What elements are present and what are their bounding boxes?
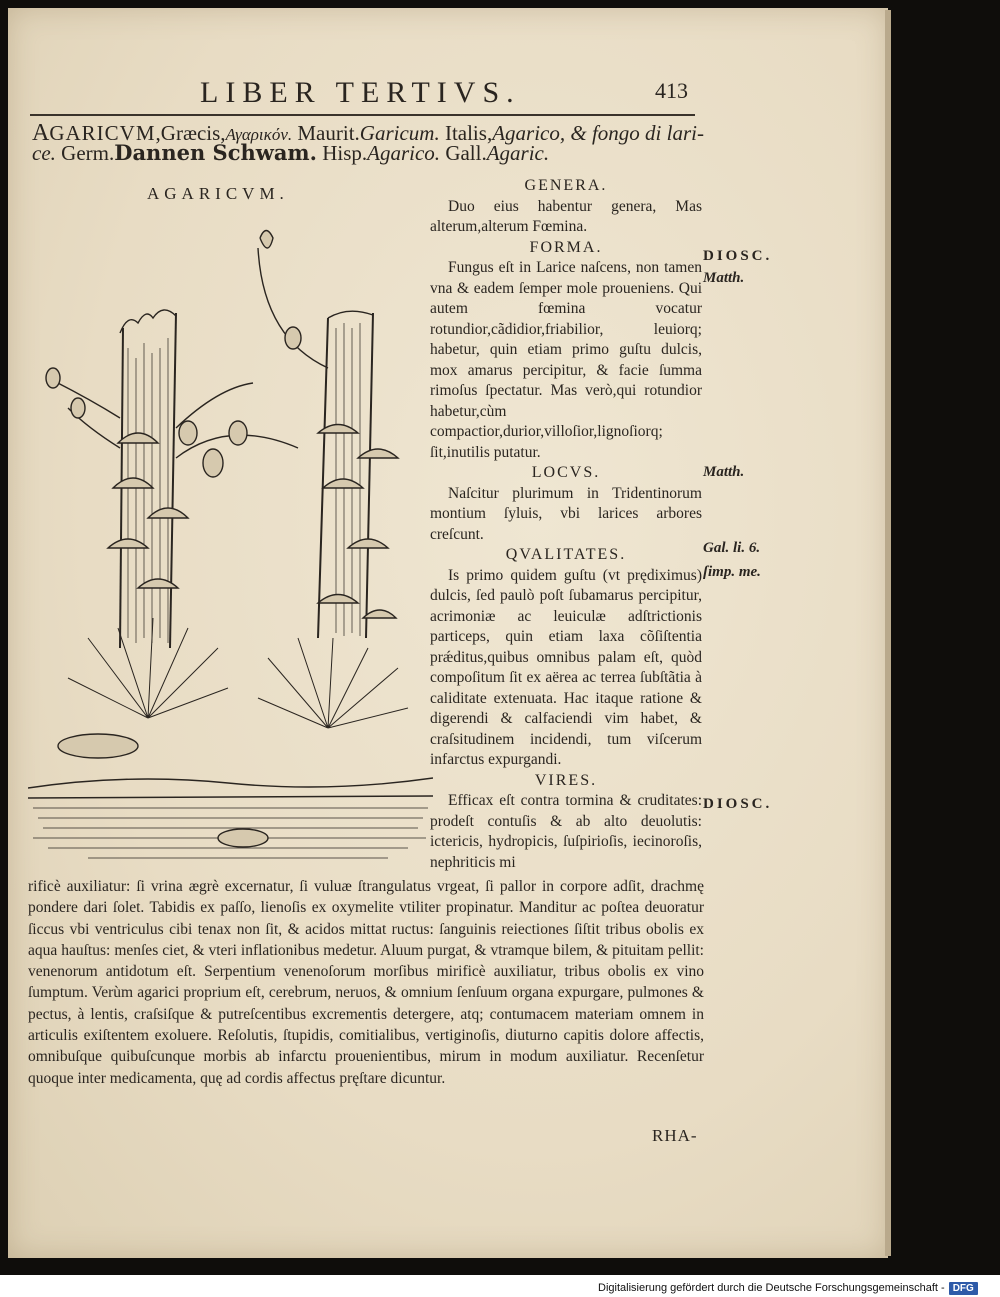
margin-note-dioscorides: DIOSC. <box>703 248 773 264</box>
germ-label: Germ. <box>55 141 115 165</box>
credit-text: Digitalisierung gefördert durch die Deutsche Forschungsgemeinschaft - <box>598 1282 945 1294</box>
dfg-logo: DFG <box>949 1282 978 1295</box>
greek-name: Αγαρικόν. <box>225 125 293 144</box>
maurit-name: Garicum. <box>359 121 440 145</box>
margin-note-matthiolus: Matth. <box>703 270 745 286</box>
woodcut-illustration <box>28 218 433 878</box>
running-title: LIBER TERTIVS. <box>200 76 521 109</box>
genera-heading: GENERA. <box>524 177 608 194</box>
page-edge <box>885 10 891 1256</box>
locus-heading: LOCVS. <box>531 464 601 481</box>
margin-note-galen: Gal. li. 6. <box>703 540 761 556</box>
vernacular-names-line-2 <box>32 140 549 166</box>
forma-heading: FORMA. <box>529 238 603 256</box>
figure-caption: AGARICVM. <box>147 184 289 203</box>
text-column <box>430 176 702 873</box>
german-name: Dannen Schwam. <box>114 140 317 165</box>
page-number: 413 <box>655 78 688 103</box>
italis-label: Italis, <box>439 121 493 145</box>
margin-note-dioscorides-2: DIOSC. <box>703 796 773 812</box>
maurit-label: Maurit. <box>292 121 360 145</box>
locus-paragraph: Naſcitur plurimum in Tridentinorum montium ſyluis, vbi larices arbores creſcunt. <box>430 484 702 543</box>
gall-label: Gall. <box>440 141 487 165</box>
qualitates-paragraph: Is primo quidem guſtu (vt prędiximus) dulcis, ſed paulò poſt ſubamarus percipitur, acrimoniæ ac leuiculæ adſtrictionis particeps, quin etiam laxa cõſiſtentia prǽditus,quibus omnibus palam eſt, quòd compoſitum ſit ex aërea ac terrea ſubſtãtia à caliditate extenuata. Hac itaque ratione & digerendi & calfaciendi vim habet, & craſsitudinem incidendi, tum viſcerum infarctus expurgandi. <box>430 566 702 768</box>
plant-name: GARICVM <box>49 121 156 145</box>
margin-note-galen-ref: ſimp. me. <box>703 564 761 580</box>
margin-note-matthiolus-2: Matth. <box>703 464 745 480</box>
header-rule <box>30 114 695 116</box>
forma-paragraph: Fungus eſt in Larice naſcens, non tamen vna & eadem ſemper mole proueniens. Qui autem fœmina vocatur rotundior,cãdidior,friabilior, leuiorq; habetur, quin etiam primo guſtu dulcis, mox amarus percipitur, & facie ſumma rimoſus ſpectatur. Mas verò,qui rotundior habetur,cùm compactior,durior,villoſior,lignoſiorq; ſit,inutilis putatur. <box>430 259 702 461</box>
initial-letter: A <box>32 120 50 146</box>
full-width-paragraph: rificè auxiliatur: ſi vrina ægrè excernatur, ſi vuluæ ſtrangulatus vrgeat, ſi pallor in corpore adſit, drachmę pondere dari ſolet. Tabidis ex paſſo, lienoſis ex oxymelite vtiliter propinatur. Manditur ac poſtea deuoratur ſiccus vbi ventriculus cibi tenax non ſit, & acidos mittat ructus: ſanguinis reiectiones ſiſtit tribus obolis ex aqua hauſtus: menſes ciet, & vteri inflationibus medetur. Aluum purgat, & vtramque bilem, & pituitam pellit: venenorum antidotum eſt. Serpentium venenoſorum morſibus mirificè auxiliatur, tribus obolis ex vino ſumptum. Verùm agarici proprium eſt, cerebrum, neruos, & omnium ſenſuum organa expurgare, pulmones & pectus, à lentis, craſsiſque & putreſcentibus excrementis detergere, atq; contumacem materiam omnem in articulis exiſtentem exoluere. Reſolutis, ſtupidis, comitialibus, vertiginoſis, diuturno capitis dolore affectis, omnibuſque quibuſcunque morbis ab infarctu prouenientibus, mirum in modum auxiliatur. Recenſetur quoque inter medicamenta, quę ad cordis affectus pręſtare dicuntur. <box>28 878 704 1087</box>
vires-heading: VIRES. <box>534 771 598 789</box>
hisp-label: Hisp. <box>316 141 368 165</box>
italian-name-end: ce. <box>32 141 56 165</box>
vires-paragraph: Efficax eſt contra tormina & cruditates: prodeſt contuſis & ab alto deuolutis: ictericis, hydropicis, ſuſpirioſis, iecinoroſis, nephriticis mi <box>430 792 702 871</box>
digitization-credit <box>598 1279 1000 1297</box>
greek-label: ,Græcis, <box>155 121 226 145</box>
genera-paragraph: Duo eius habentur genera, Mas alterum,alterum Fœmina. <box>430 197 702 235</box>
italian-name: Agarico, & fongo di lari- <box>492 121 704 145</box>
qualitates-heading: QVALITATES. <box>505 546 627 563</box>
spanish-name: Agarico. <box>367 141 441 165</box>
french-name: Agaric. <box>486 141 550 165</box>
catchword: RHA- <box>652 1126 698 1145</box>
